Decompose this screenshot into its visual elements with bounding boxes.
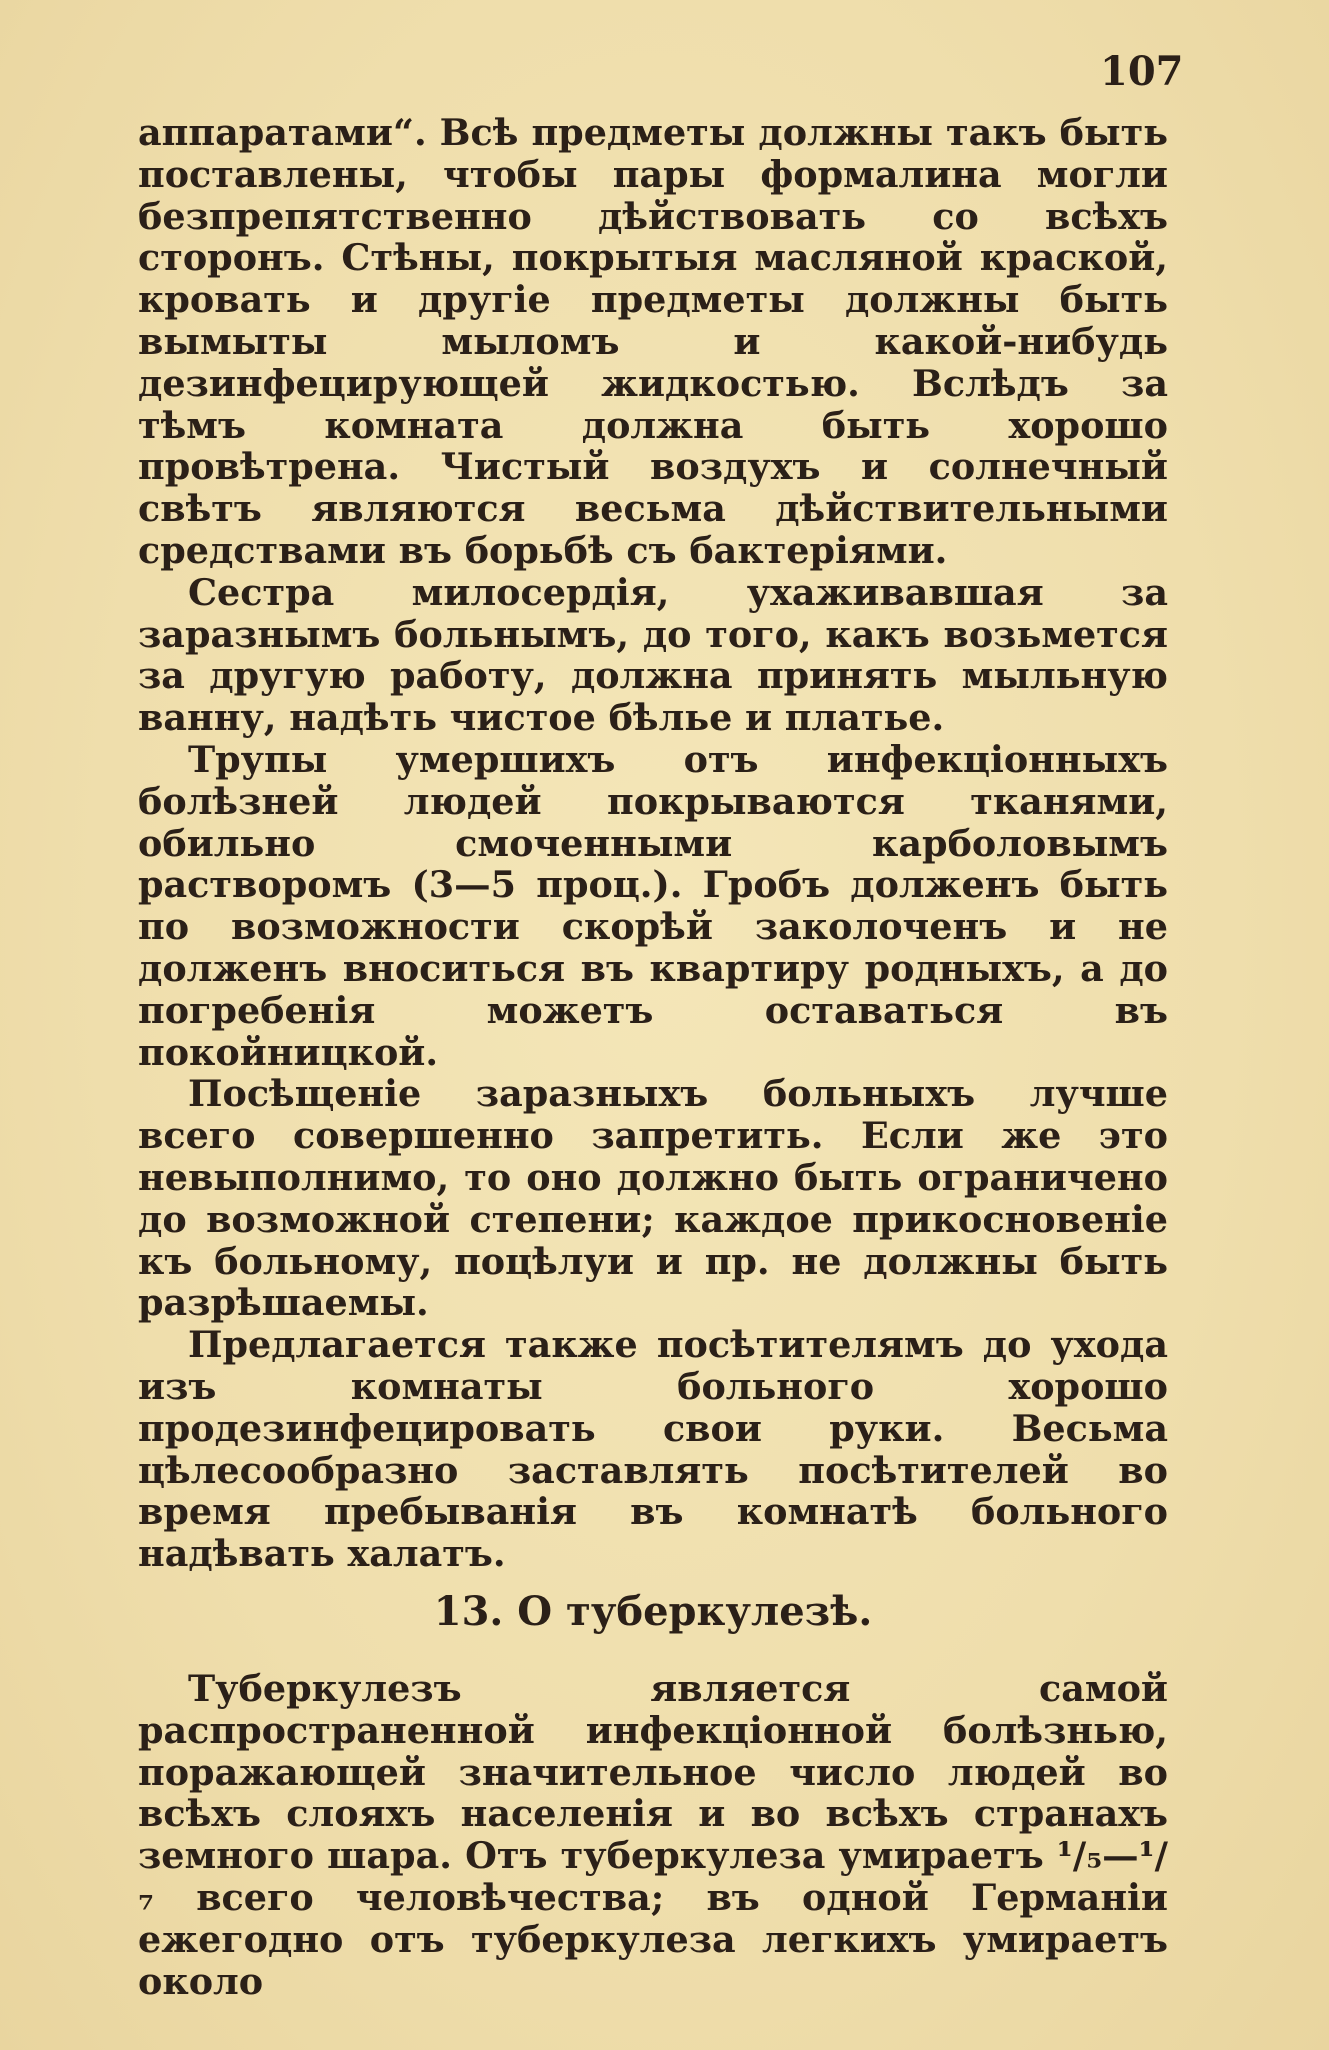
paragraph: Сестра милосердія, ухаживавшая за заразнымъ больнымъ, до того, какъ возьмется за другую работу, должна принять мыльную ванну, надѣть чистое бѣлье и платье. xyxy=(138,570,1168,740)
section-body-text xyxy=(138,1668,1168,2002)
page-number: 107 xyxy=(1100,48,1184,95)
paragraph: Трупы умершихъ отъ инфекціонныхъ болѣзней людей покрываются тканями, обильно смоченными карболовымъ растворомъ (3—5 проц.). Гробъ долженъ быть по возможности скорѣй заколоченъ и не долженъ вноситься въ квартиру родныхъ, а до погребенія можетъ оставаться въ покойницкой. xyxy=(138,737,1168,1074)
paragraph: Посѣщеніе заразныхъ больныхъ лучше всего совершенно запретить. Если же это невыполнимо, то оно должно быть ограничено до возможной степени; каждое прикосновеніе къ больному, поцѣлуи и пр. не должны быть разрѣшаемы. xyxy=(138,1072,1168,1325)
paragraph: Предлагается также посѣтителямъ до ухода изъ комнаты больного хорошо продезинфецировать свои руки. Весьма цѣлесообразно заставлять посѣтителей во время пребыванія въ комнатѣ больного надѣвать халатъ. xyxy=(138,1323,1168,1576)
section-heading: 13. О туберкулезѣ. xyxy=(433,1588,873,1635)
body-text xyxy=(138,112,1168,1575)
paragraph: Туберкулезъ является самой распространенной инфекціонной болѣзнью, поражающей значительное число людей во всѣхъ слояхъ населенія и во всѣхъ странахъ земного шара. Отъ туберкулеза умираетъ ¹/₅—¹/₇ всего человѣчества; въ одной Германіи ежегодно отъ туберкулеза легкихъ умираетъ около xyxy=(138,1667,1168,2003)
paragraph: аппаратами“. Всѣ предметы должны такъ быть поставлены, чтобы пары формалина могли безпрепятственно дѣйствовать со всѣхъ сторонъ. Стѣны, покрытыя масляной краской, кровать и другіе предметы должны быть вымыты мыломъ и какой-нибудь дезинфецирующей жидкостью. Вслѣдъ за тѣмъ комната должна быть хорошо провѣтрена. Чистый воздухъ и солнечный свѣтъ являются весьма дѣйствительными средствами въ борьбѣ съ бактеріями. xyxy=(138,111,1168,572)
